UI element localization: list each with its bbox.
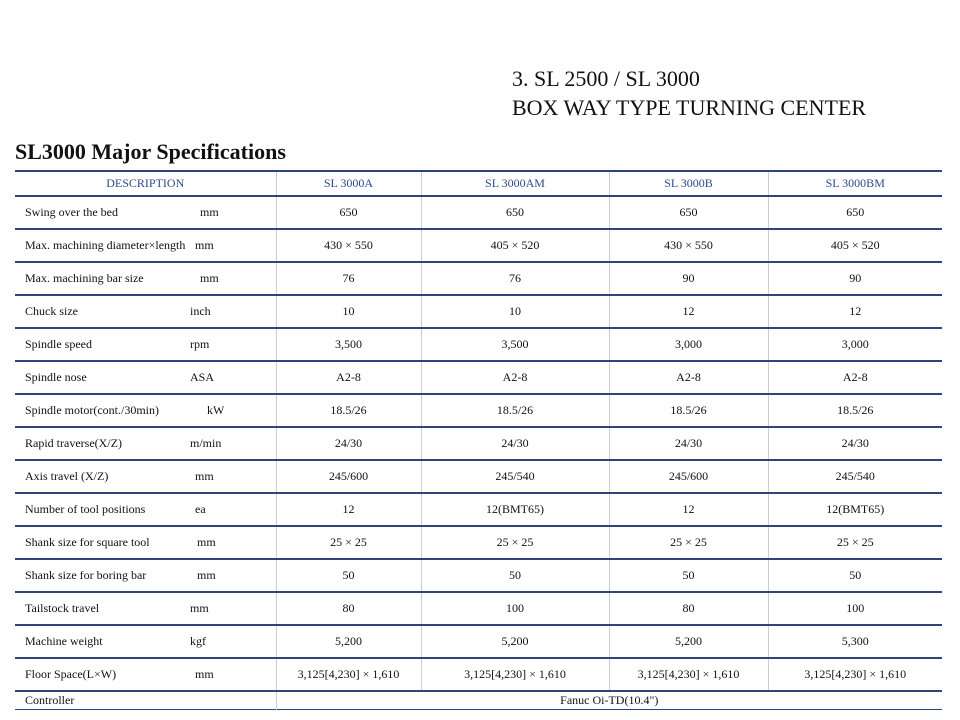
row-value: 3,125[4,230] × 1,610 xyxy=(421,658,609,691)
row-unit: mm xyxy=(195,666,214,681)
row-value: 245/600 xyxy=(276,460,421,493)
column-header-sl3000b: SL 3000B xyxy=(609,171,768,196)
row-value: 430 × 550 xyxy=(609,229,768,262)
row-value: 12(BMT65) xyxy=(421,493,609,526)
row-value: 12(BMT65) xyxy=(826,502,885,516)
page-title: SL3000 Major Specifications xyxy=(15,139,286,164)
row-label: Spindle speed xyxy=(25,337,92,352)
row-label: Max. machining bar size xyxy=(25,271,144,286)
column-header-sl3000a: SL 3000A xyxy=(276,171,421,196)
controller-row xyxy=(15,691,942,710)
row-value: 3,000 xyxy=(609,328,768,361)
row-value: 50 xyxy=(609,559,768,592)
row-value: 76 xyxy=(421,262,609,295)
row-label: Rapid traverse(X/Z) xyxy=(25,436,122,451)
row-unit: mm xyxy=(200,204,219,219)
row-label: Shank size for boring bar xyxy=(25,568,147,583)
row-value: 80 xyxy=(276,592,421,625)
spec-table-body xyxy=(15,196,942,710)
row-label: Chuck size xyxy=(25,304,78,319)
row-label: Shank size for square tool xyxy=(25,535,150,550)
spec-table xyxy=(15,170,942,710)
row-value: 5,200 xyxy=(421,625,609,658)
column-header-sl3000bm: SL 3000BM xyxy=(825,176,885,190)
row-value: 3,500 xyxy=(276,328,421,361)
row-unit: ASA xyxy=(190,369,215,384)
row-description xyxy=(15,361,276,394)
header-row xyxy=(15,171,942,196)
row-value: A2-8 xyxy=(609,361,768,394)
row-value: 50 xyxy=(276,559,421,592)
table-row xyxy=(15,427,942,460)
row-unit: rpm xyxy=(190,336,210,351)
row-unit: m/min xyxy=(190,435,222,450)
row-label: Spindle nose xyxy=(25,370,87,385)
row-label: Max. machining diameter×length xyxy=(25,238,186,253)
row-label: Spindle motor(cont./30min) xyxy=(25,403,159,418)
section-heading xyxy=(512,64,866,122)
table-row xyxy=(15,196,942,229)
section-heading-line1: 3. SL 2500 / SL 3000 xyxy=(512,66,700,91)
row-value: 100 xyxy=(421,592,609,625)
table-row xyxy=(15,229,942,262)
row-value: 245/600 xyxy=(609,460,768,493)
row-description xyxy=(15,526,276,559)
table-row xyxy=(15,625,942,658)
row-value: 18.5/26 xyxy=(421,394,609,427)
table-row xyxy=(15,328,942,361)
row-value: A2-8 xyxy=(421,361,609,394)
column-header-description: DESCRIPTION xyxy=(15,171,276,196)
row-value: 18.5/26 xyxy=(276,394,421,427)
row-value: 25 × 25 xyxy=(276,526,421,559)
row-value: 3,125[4,230] × 1,610 xyxy=(804,667,907,681)
table-row xyxy=(15,262,942,295)
row-value: A2-8 xyxy=(842,370,868,384)
column-header-sl3000am: SL 3000AM xyxy=(421,171,609,196)
row-unit: kgf xyxy=(190,633,206,648)
table-row xyxy=(15,394,942,427)
row-value: 18.5/26 xyxy=(837,403,874,417)
row-description xyxy=(15,493,276,526)
row-unit: ea xyxy=(195,501,206,516)
row-value: 24/30 xyxy=(276,427,421,460)
row-value: 76 xyxy=(276,262,421,295)
row-unit: mm xyxy=(190,600,209,615)
row-value: 24/30 xyxy=(841,436,869,450)
row-label: Floor Space(L×W) xyxy=(25,667,117,682)
table-row xyxy=(15,361,942,394)
row-value: 3,125[4,230] × 1,610 xyxy=(609,658,768,691)
controller-value: Fanuc Oi-TD(10.4") xyxy=(560,693,659,707)
row-description xyxy=(15,394,276,427)
row-value: 3,500 xyxy=(421,328,609,361)
row-label: Swing over the bed xyxy=(25,205,118,220)
row-description xyxy=(15,592,276,625)
row-value: 12 xyxy=(609,295,768,328)
row-unit: kW xyxy=(207,402,225,417)
row-value: 90 xyxy=(849,271,862,285)
row-value: 10 xyxy=(276,295,421,328)
row-description xyxy=(15,625,276,658)
row-value: 650 xyxy=(846,205,865,219)
row-value: 405 × 520 xyxy=(421,229,609,262)
row-value: 12 xyxy=(276,493,421,526)
row-label: Tailstock travel xyxy=(25,601,100,616)
row-value: 3,125[4,230] × 1,610 xyxy=(276,658,421,691)
row-value: 650 xyxy=(276,196,421,229)
row-value: 5,200 xyxy=(276,625,421,658)
row-value: 3,000 xyxy=(841,337,869,351)
row-description xyxy=(15,460,276,493)
row-unit: mm xyxy=(200,270,219,285)
row-value: 245/540 xyxy=(835,469,875,483)
row-value: 10 xyxy=(421,295,609,328)
row-value: 430 × 550 xyxy=(276,229,421,262)
row-unit: mm xyxy=(197,567,216,582)
table-row xyxy=(15,493,942,526)
row-value: 12 xyxy=(609,493,768,526)
row-value: 25 × 25 xyxy=(609,526,768,559)
row-value: 24/30 xyxy=(421,427,609,460)
row-unit: inch xyxy=(190,303,211,318)
table-row xyxy=(15,592,942,625)
row-value: 12 xyxy=(849,304,862,318)
row-description xyxy=(15,427,276,460)
row-description xyxy=(15,559,276,592)
row-value: 90 xyxy=(609,262,768,295)
row-description xyxy=(15,658,276,691)
row-value: 650 xyxy=(609,196,768,229)
table-row xyxy=(15,559,942,592)
row-value: 5,200 xyxy=(609,625,768,658)
row-description xyxy=(15,196,276,229)
row-value: 18.5/26 xyxy=(609,394,768,427)
controller-label: Controller xyxy=(15,691,276,710)
row-label: Machine weight xyxy=(25,634,103,649)
row-value: 5,300 xyxy=(841,634,869,648)
row-value: 25 × 25 xyxy=(836,535,874,549)
row-value: 24/30 xyxy=(609,427,768,460)
row-description xyxy=(15,229,276,262)
section-heading-line2: BOX WAY TYPE TURNING CENTER xyxy=(512,95,867,120)
row-unit: mm xyxy=(195,237,214,252)
table-row xyxy=(15,460,942,493)
table-row xyxy=(15,295,942,328)
row-label: Number of tool positions xyxy=(25,502,146,517)
row-value: 80 xyxy=(609,592,768,625)
row-unit: mm xyxy=(197,534,216,549)
row-value: 50 xyxy=(849,568,862,582)
row-description xyxy=(15,295,276,328)
row-value: 405 × 520 xyxy=(830,238,880,252)
table-row xyxy=(15,526,942,559)
row-label: Axis travel (X/Z) xyxy=(25,469,109,484)
row-description xyxy=(15,262,276,295)
row-unit: mm xyxy=(195,468,214,483)
table-row xyxy=(15,658,942,691)
row-value: 25 × 25 xyxy=(421,526,609,559)
row-value: 245/540 xyxy=(421,460,609,493)
row-value: 650 xyxy=(421,196,609,229)
row-value: A2-8 xyxy=(276,361,421,394)
row-description xyxy=(15,328,276,361)
row-value: 100 xyxy=(846,601,865,615)
row-value: 50 xyxy=(421,559,609,592)
